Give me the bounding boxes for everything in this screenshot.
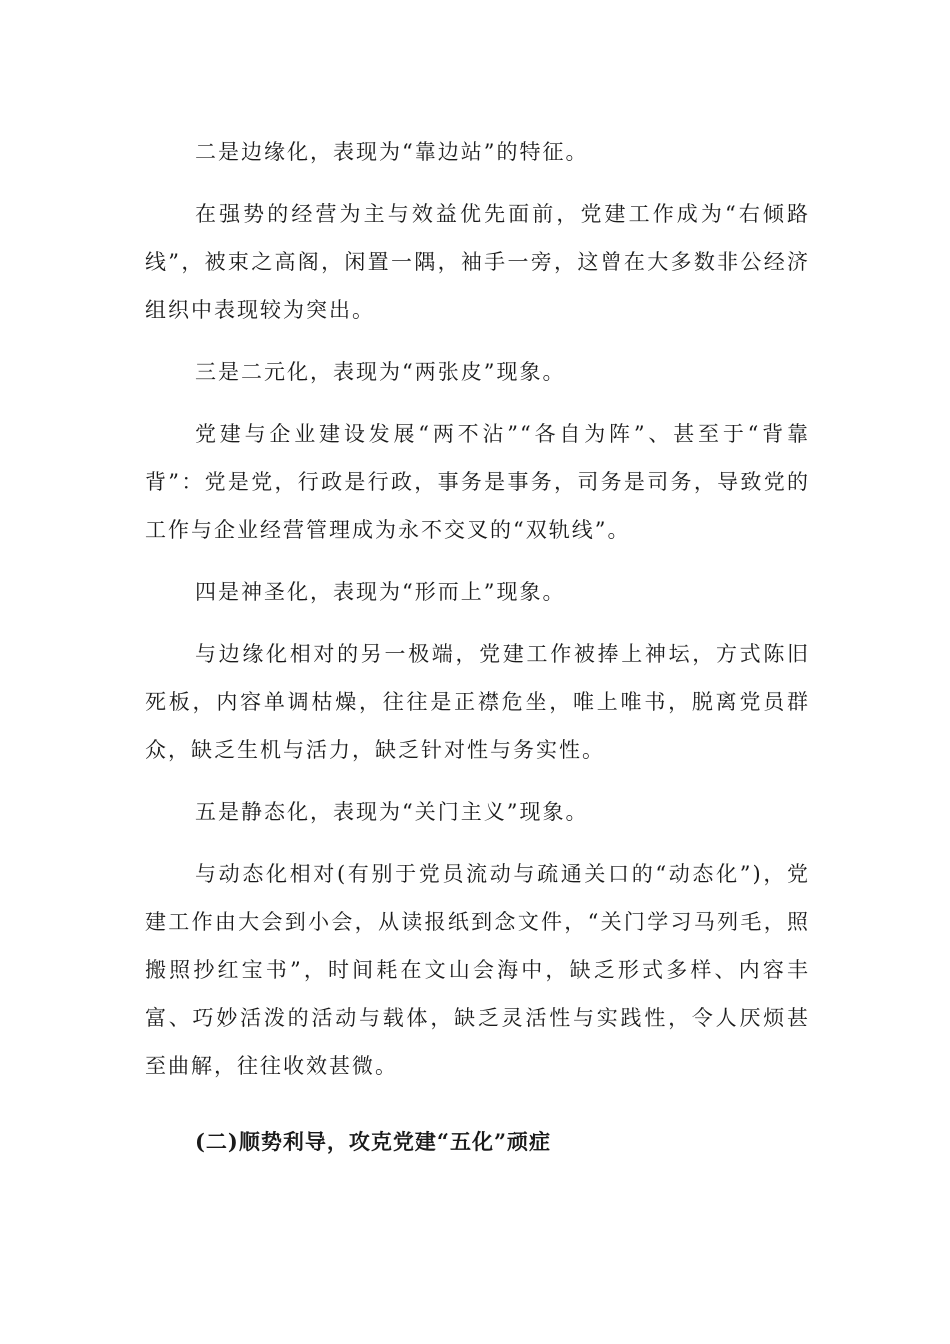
paragraph: 二是边缘化，表现为“靠边站”的特征。 bbox=[195, 140, 589, 164]
paragraph: 四是神圣化，表现为“形而上”现象。 bbox=[195, 580, 566, 604]
paragraph: 在强势的经营为主与效益优先面前，党建工作成为“右倾路线”，被束之高阁，闲置一隅，袖手一旁，这曾在大多数非公经济组织中表现较为突出。 bbox=[145, 202, 810, 322]
paragraph: 三是二元化，表现为“两张皮”现象。 bbox=[195, 360, 566, 384]
section-heading: (二)顺势利导，攻克党建“五化”顽症 bbox=[195, 1129, 552, 1154]
document-body bbox=[145, 128, 810, 1180]
paragraph: 五是静态化，表现为“关门主义”现象。 bbox=[195, 800, 589, 824]
paragraph: 与边缘化相对的另一极端，党建工作被捧上神坛，方式陈旧死板，内容单调枯燥，往往是正襟危坐，唯上唯书，脱离党员群众，缺乏生机与活力，缺乏针对性与务实性。 bbox=[145, 642, 810, 762]
paragraph: 党建与企业建设发展“两不沾”“各自为阵”、甚至于“背靠背”：党是党，行政是行政，事务是事务，司务是司务，导致党的工作与企业经营管理成为永不交叉的“双轨线”。 bbox=[145, 422, 810, 542]
paragraph: 与动态化相对(有别于党员流动与疏通关口的“动态化”)，党建工作由大会到小会，从读报纸到念文件，“关门学习马列毛，照搬照抄红宝书”，时间耗在文山会海中，缺乏形式多样、内容丰富、巧妙活泼的活动与载体，缺乏灵活性与实践性，令人厌烦甚至曲解，往往收效甚微。 bbox=[145, 862, 810, 1078]
